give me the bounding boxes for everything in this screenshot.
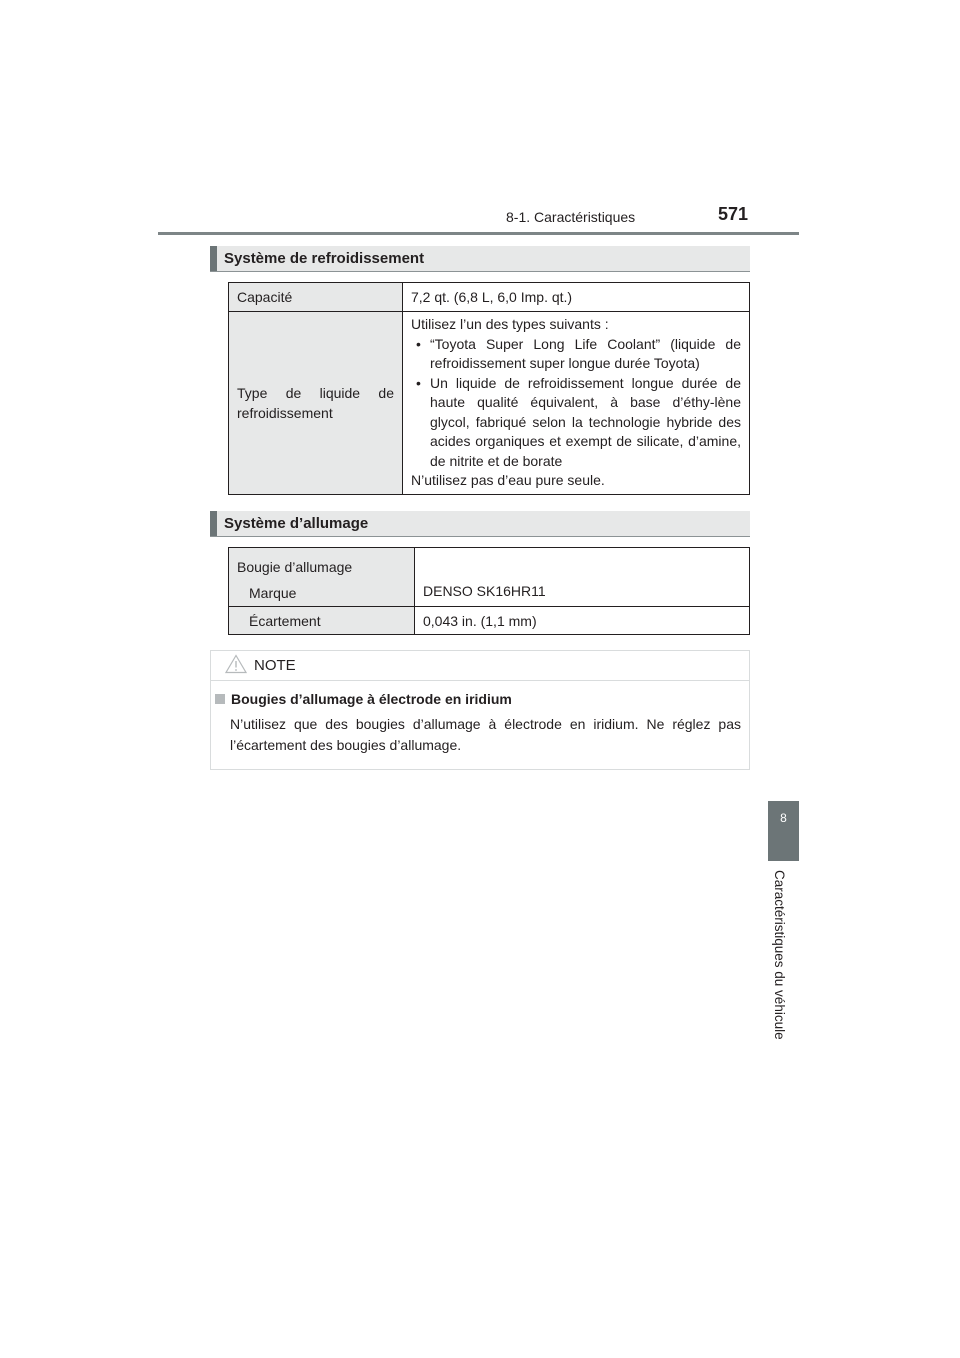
ignition-table [228,547,750,635]
table-row [229,312,750,495]
note-subtitle: Bougies d’allumage à électrode en iridium [231,691,512,707]
chapter-tab: 8 [768,801,799,861]
coolant-type-value [403,312,750,495]
page-number: 571 [718,204,749,224]
gap-value: 0,043 in. (1,1 mm) [415,607,750,635]
spark-plug-label-cell [229,548,415,607]
capacity-label: Capacité [229,283,403,312]
header-divider [158,232,799,235]
coolant-type-outro: N’utilisez pas d’eau pure seule. [411,472,605,488]
table-row [229,607,750,635]
warning-triangle-icon [225,654,247,674]
cooling-section-title: Système de refroidissement [224,250,425,267]
ignition-section-title: Système d’allumage [224,515,369,532]
spark-plug-label: Bougie d’allumage [237,559,353,575]
list-item: • Un liquide de refroidissement longue durée de haute qualité équivalent, à base d’éthy-lène glycol, fabriqué selon la technologie hybride des acides organiques et exempt de silicate, d’amine, de nitrite et de borate [411,374,741,472]
note-subtitle-line [215,691,512,707]
note-body: N’utilisez que des bougies d’allumage à électrode en iridium. Ne réglez pas l’écartement des bougies d’allumage. [230,716,741,753]
capacity-value: 7,2 qt. (6,8 L, 6,0 Imp. qt.) [403,283,750,312]
chapter-title: Caractéristiques du véhicule [772,870,787,1040]
brand-label: Marque [249,585,297,601]
coolant-type-label: Type de liquide de refroidissement [237,384,394,421]
section-title: 8-1. Caractéristiques [506,209,636,225]
coolant-type-intro: Utilisez l’un des types suivants : [411,316,609,332]
coolant-type-label-cell [229,312,403,495]
note-label: NOTE [254,657,296,674]
table-row [229,548,750,607]
list-item: • “Toyota Super Long Life Coolant” (liquide de refroidissement super longue durée Toyota) [411,335,741,374]
brand-value: DENSO SK16HR11 [415,548,750,607]
cooling-table [228,282,750,495]
section-bar [210,511,217,536]
square-bullet-icon [215,694,225,704]
coolant-type-list [411,335,741,472]
cooling-section-header [210,246,750,272]
note-header [211,651,749,681]
section-bar [210,246,217,271]
note-box [210,650,750,770]
gap-label: Écartement [229,607,415,635]
ignition-section-header [210,511,750,537]
table-row [229,283,750,312]
